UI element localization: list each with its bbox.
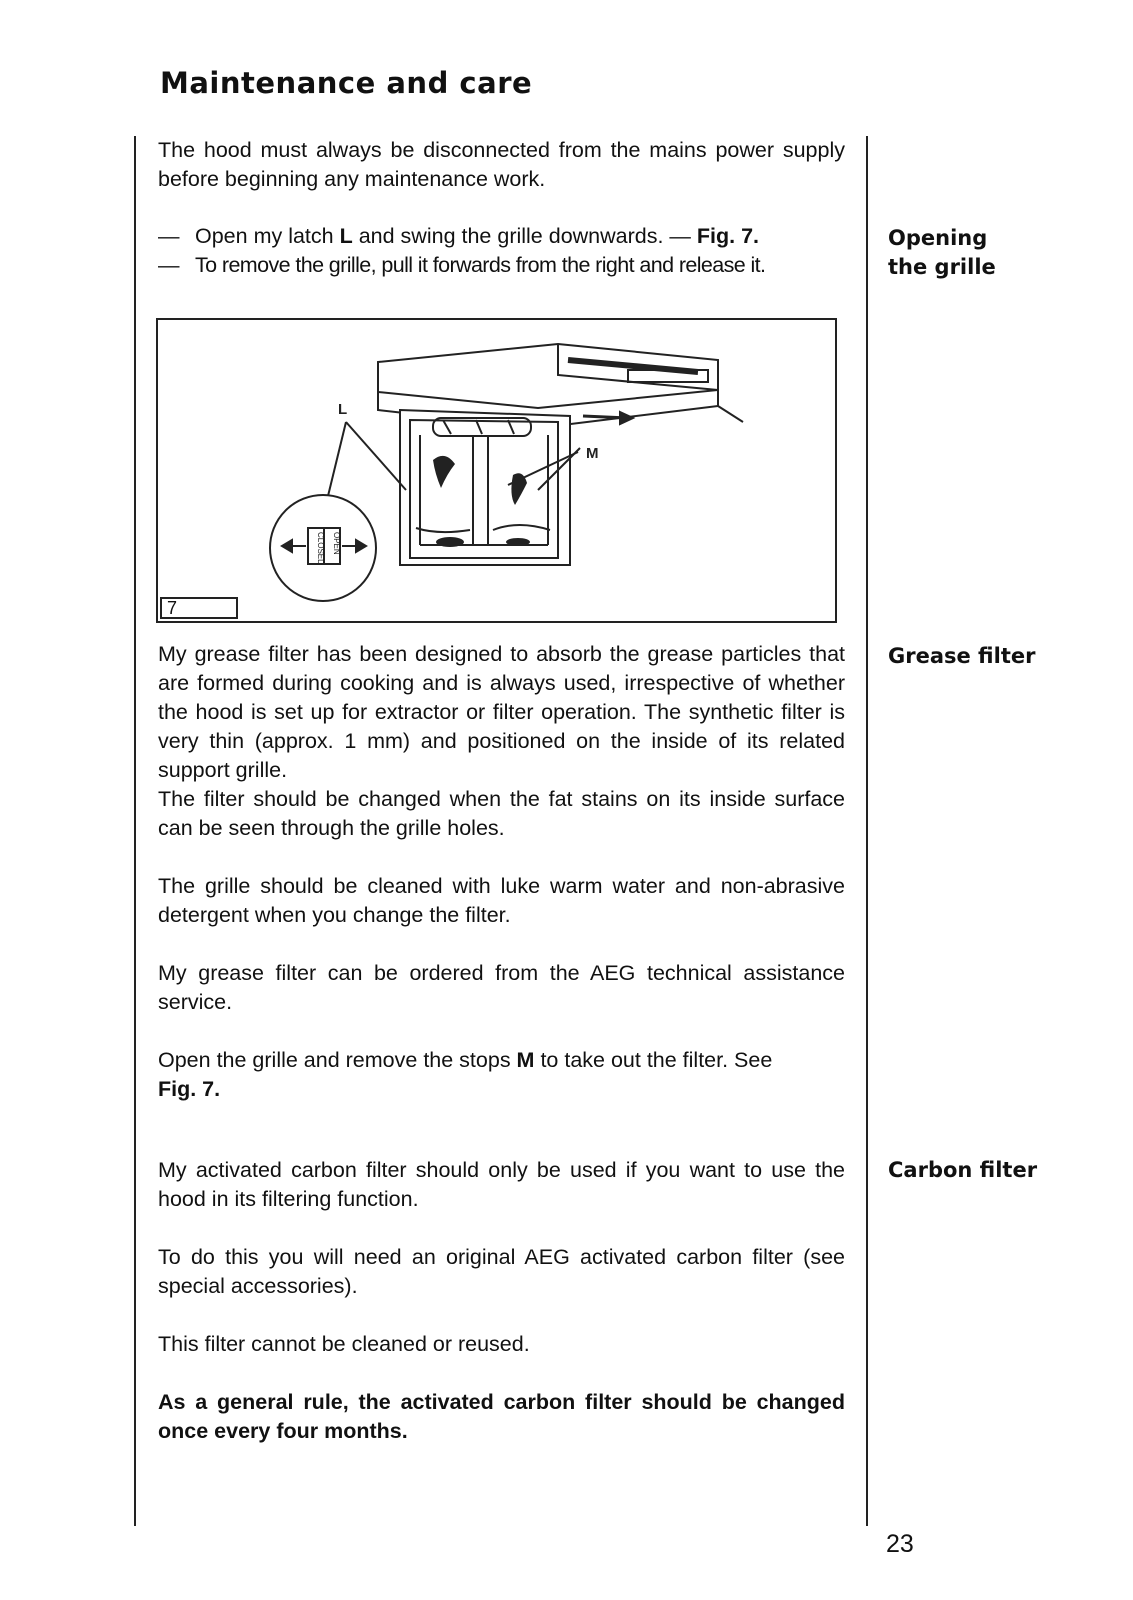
carbon-p4: As a general rule, the activated carbon filter should be changed once every four months.: [158, 1390, 845, 1443]
grease-p2: The filter should be changed when the fat stains on its inside surface can be seen through the grille holes.: [158, 787, 845, 840]
grease-p5: Open the grille and remove the stops M to take out the filter. See Fig. 7.: [158, 1048, 773, 1101]
side-heading-grease-filter: Grease filter: [888, 644, 1036, 668]
carbon-p2: To do this you will need an original AEG activated carbon filter (see special accessories).: [158, 1245, 845, 1298]
step-1: — Open my latch L and swing the grille downwards. — Fig. 7.: [158, 224, 760, 248]
label-m: M: [586, 445, 599, 462]
left-margin-rule: [134, 136, 136, 1526]
grease-p1: My grease filter has been designed to absorb the grease particles that are formed during cooking and is always used, irrespective of whether the hood is set up for extractor or filter operation. The synthetic filter is very thin (approx. 1 mm) and positioned on the inside of its related support grille.: [158, 642, 845, 782]
label-l: L: [338, 401, 348, 418]
carbon-p1: My activated carbon filter should only be used if you want to use the hood in its filtering function.: [158, 1158, 845, 1211]
page-number: 23: [886, 1530, 914, 1558]
latch-closed-text: CLOSED: [316, 532, 325, 565]
hood-illustration: [158, 320, 839, 625]
carbon-section: [158, 1156, 845, 1446]
figure-number: 7: [160, 597, 238, 619]
figure-7: [156, 318, 837, 623]
grease-section: [158, 640, 845, 1104]
latch-open-text: OPEN: [332, 532, 341, 555]
grease-p3: The grille should be cleaned with luke warm water and non-abrasive detergent when you change the filter.: [158, 874, 845, 927]
page-title: Maintenance and care: [160, 66, 533, 100]
steps-list: [158, 222, 845, 280]
grease-p4: My grease filter can be ordered from the AEG technical assistance service.: [158, 961, 845, 1014]
carbon-p3: This filter cannot be cleaned or reused.: [158, 1332, 530, 1356]
intro-paragraph: The hood must always be disconnected from the mains power supply before beginning any maintenance work.: [158, 138, 845, 191]
step-2: — To remove the grille, pull it forwards from the right and release it.: [158, 253, 766, 277]
side-heading-opening-grille: Opening the grille: [888, 226, 996, 279]
right-margin-rule: [866, 136, 868, 1526]
side-heading-carbon-filter: Carbon filter: [888, 1158, 1038, 1182]
